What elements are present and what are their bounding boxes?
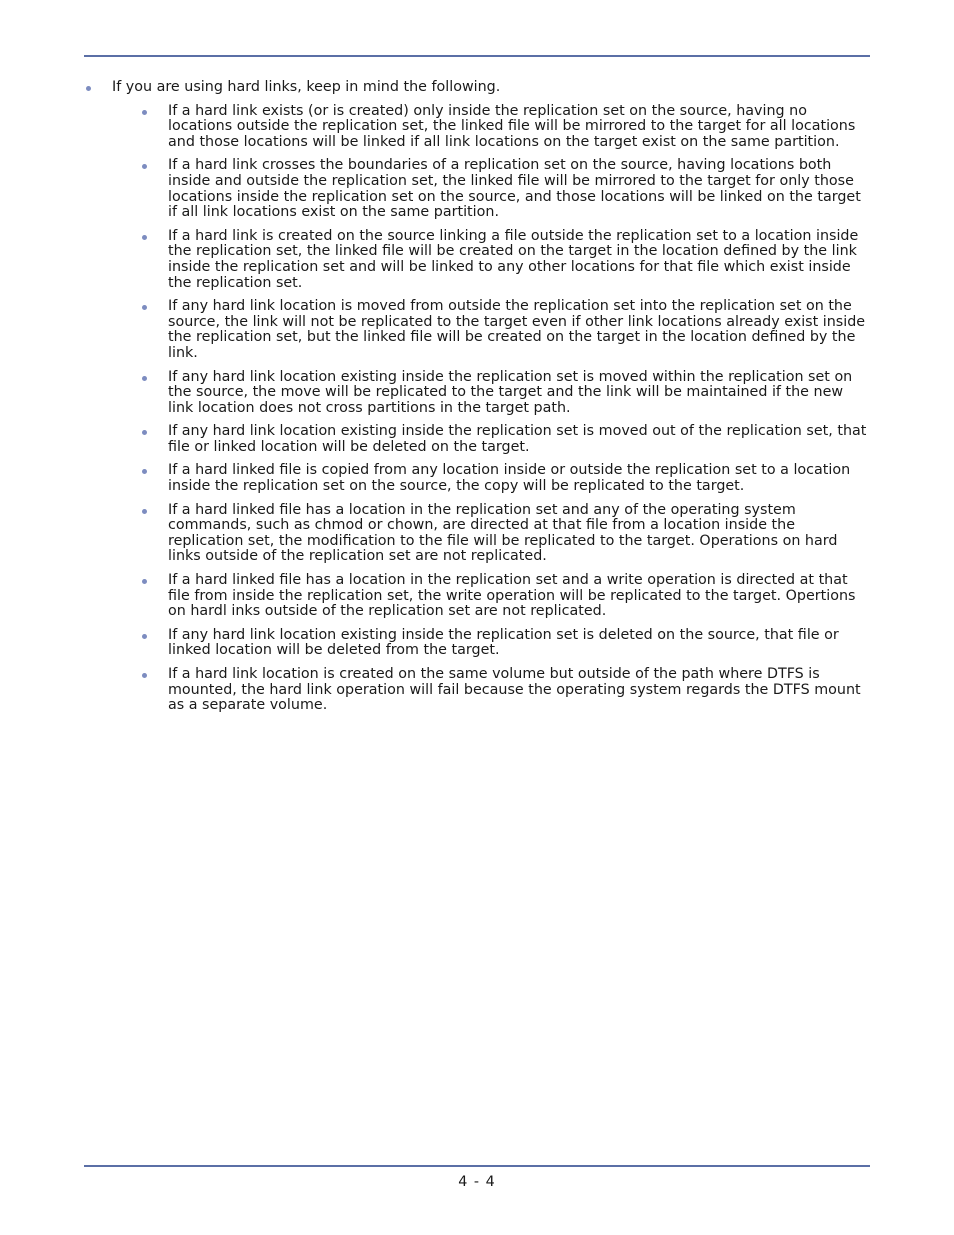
list-item [112,158,870,220]
bullet-icon [142,579,147,584]
list-item [112,667,870,714]
bullet-icon [142,235,147,240]
footer-rule [84,1165,870,1167]
bullet-icon [142,376,147,381]
header-rule [84,55,870,57]
list-item-text: If a hard link crosses the boundaries of a replication set on the source, having locations both inside and outside the replication set, the linked file will be mirrored to the target for only those locations inside the replication set on the source, and those locations will be linked on the target if all link locations exist on the same partition. [168,157,861,221]
list-item [112,463,870,494]
bullet-icon [142,430,147,435]
list-item-text: If a hard linked file is copied from any location inside or outside the replication set to a location inside the replication set on the source, the copy will be replicated to the target. [168,462,851,495]
bullet-icon [86,86,91,91]
list-item [112,628,870,659]
list-item-text: If a hard link location is created on the same volume but outside of the path where DTFS is mounted, the hard link operation will fail because the operating system regards the DTFS mount as a separate volume. [168,666,861,714]
hard-link-rules-list [112,104,870,714]
list-item [112,573,870,620]
list-item [112,299,870,361]
page-number: 4 - 4 [458,1174,496,1190]
bullet-icon [142,305,147,310]
list-item [112,104,870,151]
list-item [84,80,870,714]
list-item-text: If a hard link exists (or is created) only inside the replication set on the source, having no locations outside the replication set, the linked file will be mirrored to the target for all locations and those locations will be linked if all link locations on the target exist on the same partition. [168,102,856,150]
bullet-icon [142,110,147,115]
list-item [112,229,870,291]
list-item [112,503,870,565]
bullet-icon [142,469,147,474]
list-item-text: If a hard linked file has a location in the replication set and a write operation is directed at that file from inside the replication set, the write operation will be replicated to the target. Opertions on hardl inks outside of the replication set are not replicated. [168,572,856,620]
bullet-icon [142,164,147,169]
list-item-text: If any hard link location existing inside the replication set is moved within the replication set on the source, the move will be replicated to the target and the link will be maintained if the new link location does not cross partitions in the target path. [168,368,853,416]
list-item [112,370,870,417]
document-body [84,80,870,722]
list-item-text: If a hard linked file has a location in the replication set and any of the operating system commands, such as chmod or chown, are directed at that file from a location inside the replication set, the modification to the file will be replicated to the target. Operations on hard links outside of the replication set are not replicated. [168,501,838,565]
bullet-icon [142,634,147,639]
list-item-text: If any hard link location existing inside the replication set is deleted on the source, that file or linked location will be deleted from the target. [168,626,839,659]
intro-text: If you are using hard links, keep in mind the following. [112,79,501,95]
list-item-text: If any hard link location is moved from outside the replication set into the replication set on the source, the link will not be replicated to the target even if other link locations already exist inside the replication set, but the linked file will be created on the target in the location defined by the link. [168,298,866,361]
bullet-icon [142,673,147,678]
list-item-text: If a hard link is created on the source linking a file outside the replication set to a location inside the replication set, the linked file will be created on the target in the location defined by the link inside the replication set and will be linked to any other locations for that file which exist inside the replication set. [168,227,859,291]
list-item [112,424,870,455]
list-item-text: If any hard link location existing inside the replication set is moved out of the replication set, that file or linked location will be deleted on the target. [168,423,867,455]
bullet-icon [142,509,147,514]
